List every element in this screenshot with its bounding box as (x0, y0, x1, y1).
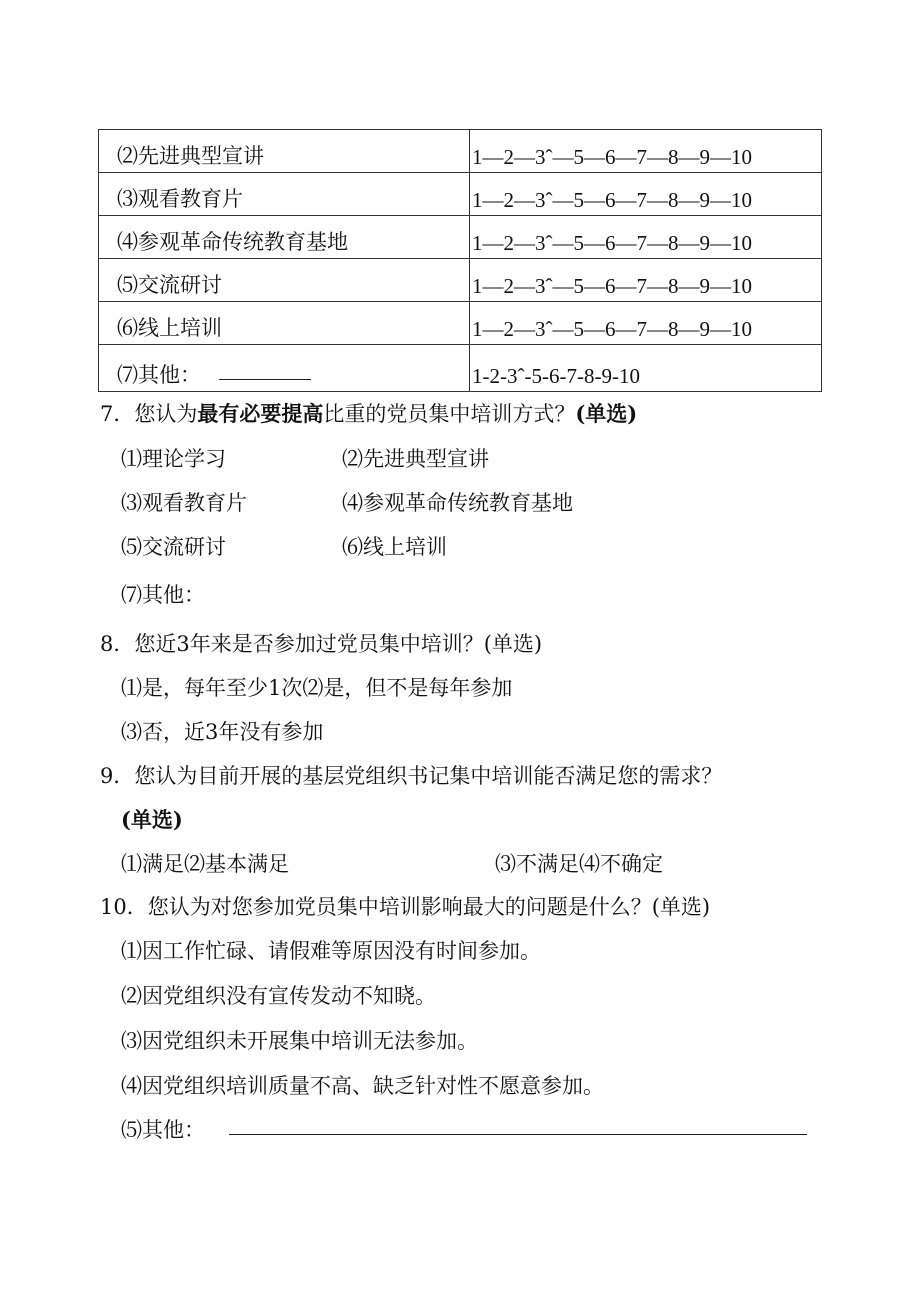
question-7 (100, 398, 637, 428)
rating-scale: 1—2—3ˆ—5—6—7—8—9—10 (470, 216, 822, 259)
option[interactable]: ⑵因党组织没有宣传发动不知晓。 (121, 984, 436, 1008)
row-label-other (99, 345, 470, 392)
option[interactable]: ⑴因工作忙碌、请假难等原因没有时间参加。 (121, 939, 541, 963)
fill-in-blank[interactable] (219, 378, 311, 380)
row-label: ⑶观看教育片 (99, 173, 470, 216)
option[interactable]: ⑵先进典型宣讲 (342, 447, 489, 471)
rating-scale: 1—2—3ˆ—5—6—7—8—9—10 (470, 130, 822, 173)
option[interactable]: ⑺其他： (121, 583, 205, 607)
fill-in-blank[interactable] (229, 1134, 807, 1135)
option[interactable]: ⑷参观革命传统教育基地 (342, 491, 573, 515)
question-8: 8．您近3年来是否参加过党员集中培训？(单选) (100, 632, 543, 656)
table-row (99, 345, 822, 392)
rating-scale: 1-2-3ˆ-5-6-7-8-9-10 (470, 345, 822, 392)
option[interactable]: ⑴是，每年至少1次⑵是，但不是每年参加 (121, 676, 513, 700)
row-label: ⑵先进典型宣讲 (99, 130, 470, 173)
option[interactable]: ⑸其他： (121, 1118, 205, 1142)
row-label: ⑺其他： (117, 363, 201, 387)
row-label: ⑸交流研讨 (99, 259, 470, 302)
option[interactable]: ⑶不满足⑷不确定 (495, 852, 663, 876)
question-9-tag-text: (单选) (121, 807, 183, 832)
row-label: ⑷参观革命传统教育基地 (99, 216, 470, 259)
table-row (99, 130, 822, 173)
question-7-prefix: 7．您认为 (100, 402, 198, 426)
question-9: 9．您认为目前开展的基层党组织书记集中培训能否满足您的需求？ (100, 764, 723, 788)
question-10: 10．您认为对您参加党员集中培训影响最大的问题是什么？(单选) (100, 895, 711, 919)
option[interactable]: ⑶否，近3年没有参加 (121, 720, 324, 744)
rating-scale: 1—2—3ˆ—5—6—7—8—9—10 (470, 173, 822, 216)
option[interactable]: ⑷因党组织培训质量不高、缺乏针对性不愿意参加。 (121, 1074, 604, 1098)
rating-table (98, 129, 822, 392)
option[interactable]: ⑶因党组织未开展集中培训无法参加。 (121, 1029, 478, 1053)
rating-scale: 1—2—3ˆ—5—6—7—8—9—10 (470, 259, 822, 302)
option[interactable]: ⑹线上培训 (342, 535, 447, 559)
question-7-emphasis: 最有必要提高 (197, 401, 324, 426)
table-row (99, 259, 822, 302)
table-row (99, 302, 822, 345)
option[interactable]: ⑶观看教育片 (121, 491, 247, 515)
table-row (99, 216, 822, 259)
rating-scale: 1—2—3ˆ—5—6—7—8—9—10 (470, 302, 822, 345)
option[interactable]: ⑸交流研讨 (121, 535, 226, 559)
question-7-tag: (单选) (575, 401, 638, 426)
question-9-tag (121, 804, 183, 834)
table-row (99, 173, 822, 216)
option[interactable]: ⑴理论学习 (121, 447, 226, 471)
option[interactable]: ⑴满足⑵基本满足 (121, 852, 289, 876)
row-label: ⑹线上培训 (99, 302, 470, 345)
question-7-suffix: 比重的党员集中培训方式？ (323, 402, 576, 426)
